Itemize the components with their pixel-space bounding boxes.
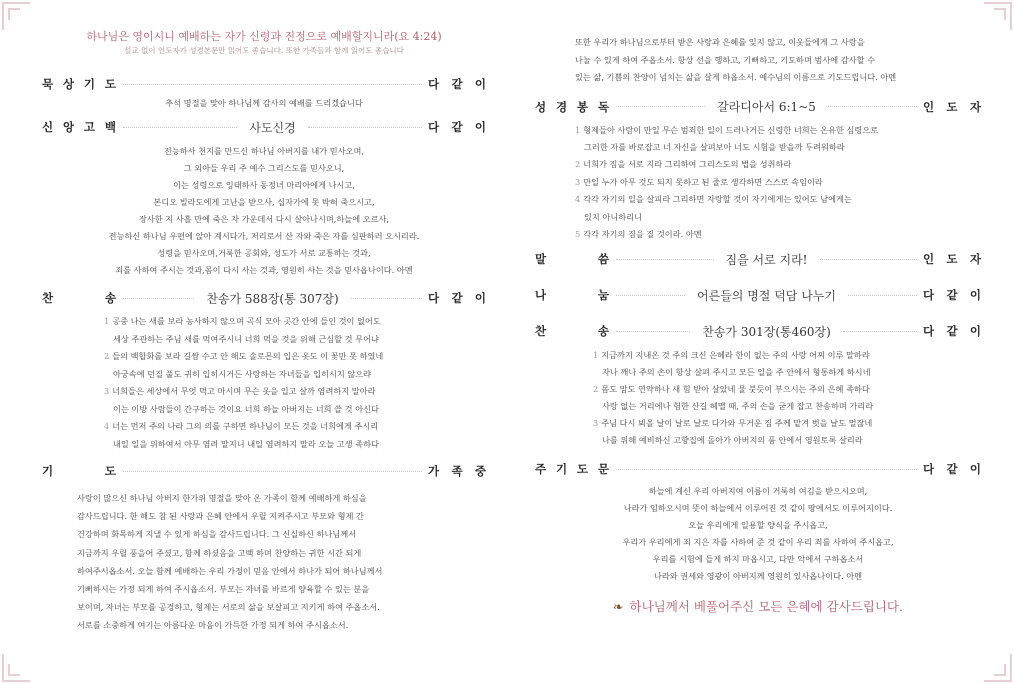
- hymn-line: 2 몸도 맘도 연약하나 새 힘 받아 살았네 물 붓듯이 부으시는 주의 은혜 족하다: [593, 384, 870, 395]
- creed-line: 죄를 사하여 주시는 것과,몸이 다시 사는 것과, 영원히 사는 것을 믿사옵나이다. 아멘: [115, 265, 413, 275]
- section-leader: 다 같 이: [428, 77, 486, 91]
- dotted-leader: [616, 259, 714, 260]
- dotted-leader: [848, 295, 917, 296]
- scripture-line: 1 형제들아 사람이 만일 무슨 범죄한 일이 드러나거든 신령한 너희는 온유한 심령으로: [575, 124, 879, 135]
- section-leader: 다 같 이: [428, 120, 486, 134]
- scripture-line: 5 각각 자기의 짐을 질 것이라. 아멘: [575, 228, 702, 239]
- section-title: 찬송가 588장(통 307장): [206, 291, 339, 306]
- dotted-leader: [123, 471, 422, 472]
- dotted-leader: [843, 331, 917, 332]
- section-lords-prayer: [535, 459, 981, 479]
- scripture-line: 3 만일 누가 아무 것도 되지 못하고 된 줄로 생각하면 스스로 속임이라: [575, 176, 823, 187]
- section-leader: 다 같 이: [923, 324, 981, 339]
- section-label: 기 도: [42, 464, 117, 478]
- section-leader: 다 같 이: [923, 288, 981, 303]
- creed-text: [42, 143, 486, 279]
- section-label: 주 기 도 문: [535, 462, 610, 477]
- section-leader: 인 도 자: [923, 99, 981, 114]
- section-label: 성 경 봉 독: [535, 99, 610, 114]
- lords-prayer-line: 우리를 시험에 들게 하지 마옵시고, 다만 악에서 구하옵소서: [652, 554, 864, 565]
- section-label: 신 앙 고 백: [42, 120, 117, 134]
- dotted-leader: [828, 106, 917, 107]
- dotted-leader: [308, 127, 422, 128]
- dotted-leader: [123, 84, 422, 85]
- creed-line: 장사한 지 사흘 만에 죽은 자 가운데서 다시 살아나시며,하늘에 오르사,: [138, 214, 390, 224]
- left-page: [42, 28, 486, 635]
- section-leader: 다 같 이: [923, 462, 981, 477]
- section-leader: 다 같 이: [428, 291, 486, 305]
- hymn-2-lyrics: [535, 347, 981, 449]
- hymn-line: 2 들의 백합화를 보라 길쌈 수고 안 해도 솔로몬의 입은 옷도 이 꽃만 못 하였네: [104, 351, 384, 361]
- section-title: 짐을 서로 지라!: [725, 252, 808, 267]
- section-title: 어른들의 명절 덕담 나누기: [697, 288, 836, 303]
- dotted-leader: [123, 127, 237, 128]
- hymn-line: 자나 깨나 주의 손이 항상 살펴 주시고 모든 일을 주 안에서 형통하게 하시네: [602, 367, 871, 378]
- prayer-line: 있는 삶, 기쁨의 찬양이 넘치는 삶을 살게 하옵소서. 예수님의 이름으로 기도드립니다. 아멘: [575, 72, 897, 82]
- header-verse: 하나님은 영이시니 예배하는 자가 신령과 진정으로 예배할지니라(요 4:24): [86, 30, 442, 43]
- prayer-line: 하여주시옵소서. 오늘 함께 예배하는 우리 가정이 믿음 안에서 하나가 되어 하나님께서: [77, 565, 383, 576]
- prayer-continuation: [535, 34, 981, 87]
- hymn-line: 이는 이방 사람들이 간구하는 것이요 너희 하늘 아버지는 너희 쓸 것 아신다: [113, 403, 379, 414]
- hymn-line: 아궁속에 던질 풀도 귀히 입히시거든 사랑하는 자녀들을 입히시지 않으랴: [113, 368, 372, 379]
- dotted-leader: [351, 298, 422, 299]
- section-label: 찬 송: [42, 291, 117, 305]
- right-page: [535, 34, 981, 615]
- section-sermon: [535, 249, 981, 269]
- prayer-line: 지금까지 우릴 풍을어 주셨고, 함께 하셨음을 고백 하며 찬양하는 귀한 시간 되게: [77, 547, 362, 558]
- hymn-line: 사랑 없는 거리에나 험한 산길 헤맬 때, 주의 손을 굳게 잡고 찬송하며 가리라: [602, 401, 874, 412]
- prayer-line: 감사드립니다. 한 해도 참 된 사랑과 은혜 안에서 우릴 지켜주시고 부모와 형제 간: [77, 511, 364, 522]
- section-title: 찬송가 301장(통460장): [702, 324, 831, 339]
- section-leader: 가 족 중: [428, 464, 486, 478]
- lords-prayer-line: 나라가 임하오시며 뜻이 하늘에서 이루어진 것 같이 땅에서도 이루어지이다.: [623, 503, 893, 514]
- lords-prayer-line: 나라와 권세와 영광이 아버지께 영원히 있사옵나이다. 아멘: [653, 571, 863, 582]
- prayer-text: [42, 489, 486, 635]
- frame-corner-bottom-left: [2, 654, 30, 682]
- prayer-line: 사랑이 많으신 하나님 아버지 한가위 명절을 맞아 온 가족이 함께 예배하게 하심을: [77, 493, 367, 503]
- closing-thanks: ❧ 하나님께서 베풀어주신 모든 은혜에 감사드립니다.: [613, 599, 903, 615]
- dotted-leader: [820, 259, 918, 260]
- leaf-ornament-icon: ❧: [613, 599, 624, 615]
- creed-line: 그 외아들 우리 주 예수 그리스도를 믿사오니,: [183, 163, 345, 173]
- prayer-line: 보이며, 자녀는 부모를 공경하고, 형제는 서로의 삶을 보살피고 지키게 하여 주옵소서.: [77, 602, 380, 613]
- prayer-line: 서로를 소중하게 여기는 아름다운 마음이 가득한 가정 되게 하여 주시옵소서.: [77, 620, 349, 631]
- lords-prayer-text: [535, 483, 981, 585]
- creed-line: 전능하신 하나님 우편에 앉아 계시다가, 저리로서 산 자와 죽은 자를 심판하러 오시리라.: [108, 231, 420, 241]
- hymn-line: 4 너는 먼저 주의 나라 그의 의를 구하면 하나님이 모든 것을 너희에게 주시리: [104, 421, 379, 431]
- section-label: 묵 상 기 도: [42, 77, 117, 91]
- hymn-line: 3 너희들은 세상에서 무엇 먹고 마시며 무슨 옷을 입고 살까 염려하지 말아라: [104, 386, 376, 396]
- creed-line: 전능하사 천지를 만드신 하나님 아버지를 내가 믿사오며,: [163, 146, 365, 156]
- hymn-line: 1 공중 나는 새를 보라 농사하지 않으며 곡식 모아 곳간 안에 들인 것이 없어도: [104, 316, 381, 326]
- lords-prayer-line: 하늘에 계신 우리 아버지여 이름이 거룩히 여김을 받으시오며,: [648, 486, 868, 497]
- section-label: 나 눔: [535, 288, 610, 303]
- hymn-line: 내일 일을 위하여서 아무 염려 말지니 내일 염려하지 말라 오늘 고생 족하다: [113, 438, 379, 449]
- creed-line: 성령을 믿사오며,거룩한 공회와, 성도가 서로 교통하는 것과,: [157, 248, 371, 258]
- section-silent-prayer: [42, 74, 486, 94]
- section-leader: 인 도 자: [923, 252, 981, 267]
- dotted-leader: [616, 106, 705, 107]
- scripture-line: 2 너희가 짐을 서로 지라 그리하여 그리스도의 법을 성취하라: [575, 159, 792, 170]
- section-label: 말 씀: [535, 252, 610, 267]
- scripture-line: 있지 아니하리니: [584, 211, 642, 222]
- hymn-line: 세상 주관하는 주님 새를 먹여주시니 너희 먹을 것을 위해 근심할 것 무어냐: [113, 333, 379, 344]
- header-note: 설교 없이 인도자가 성경본문만 읽어도 좋습니다. 또한 가족들과 함께 읽어도 좋습니다: [124, 46, 404, 55]
- frame-corner-bottom-right: [984, 654, 1012, 682]
- lords-prayer-line: 오늘 우리에게 일용할 양식을 주시옵고,: [688, 520, 828, 531]
- hymn-line: 나를 위해 예비하신 고향집에 돌아가 아버지의 품 안에서 영원토록 살리라: [602, 435, 863, 446]
- frame-corner-top-right: [984, 2, 1012, 30]
- dotted-leader: [616, 295, 685, 296]
- scripture-line: 그러한 자를 바로잡고 너 자신을 살펴보아 너도 시험을 받을까 두려워하라: [584, 141, 845, 152]
- creed-line: 이는 성령으로 잉태하사 동정녀 마리아에게 나시고,: [173, 180, 355, 190]
- section-label: 찬 송: [535, 324, 610, 339]
- dotted-leader: [123, 298, 194, 299]
- scripture-text: [535, 122, 981, 244]
- prayer-line: 나눌 수 있게 하여 주옵소서. 항상 선을 행하고, 기뻐하고, 기도하며 범사에 감사할 수: [575, 54, 876, 65]
- section-prayer: [42, 461, 486, 481]
- section-share: [535, 285, 981, 305]
- creed-line: 본디오 빌라도에게 고난을 받으사, 십자가에 못 박혀 죽으시고,: [153, 197, 375, 207]
- section-hymn: [42, 288, 486, 308]
- prayer-line: 기뻐하시는 가정 되게 하여 주시옵소서. 부모는 자녀를 바르게 양육할 수 있는 분을: [77, 584, 370, 595]
- section-hymn-2: [535, 321, 981, 341]
- prayer-line: 건강하며 화목하게 지낼 수 있게 하심을 감사드립니다. 그 신실하신 하나님께서: [77, 529, 357, 540]
- dotted-leader: [616, 469, 917, 470]
- dotted-leader: [616, 331, 690, 332]
- hymn-lyrics: [42, 313, 486, 453]
- silent-prayer-text: 추석 명절을 맞아 하나님께 감사의 예배를 드리겠습니다: [165, 98, 363, 108]
- lords-prayer-line: 우리가 우리에게 죄 지은 자를 사하여 준 것 같이 우리 죄를 사하여 주시옵고,: [622, 537, 894, 548]
- section-scripture: [535, 97, 981, 117]
- prayer-line: 또한 우리가 하나님으로부터 받은 사랑과 은혜를 잊지 않고, 이웃들에게 그 사랑을: [575, 37, 865, 47]
- section-creed: [42, 117, 486, 137]
- frame-corner-top-left: [2, 2, 30, 30]
- scripture-line: 4 각각 자기의 일을 살피라 그리하면 자랑할 것이 자기에게는 있어도 남에게는: [575, 194, 852, 205]
- section-title: 사도신경: [249, 120, 296, 135]
- hymn-line: 3 주님 다시 뵈올 날이 날로 날로 다가와 무거운 짐 주께 맡겨 벗을 날도 멀잖네: [593, 418, 873, 429]
- hymn-line: 1 지금까지 지내온 것 주의 크신 은혜라 한이 없는 주의 사랑 어찌 이루 말하랴: [593, 350, 870, 361]
- section-title: 갈라디아서 6:1~5: [717, 100, 816, 114]
